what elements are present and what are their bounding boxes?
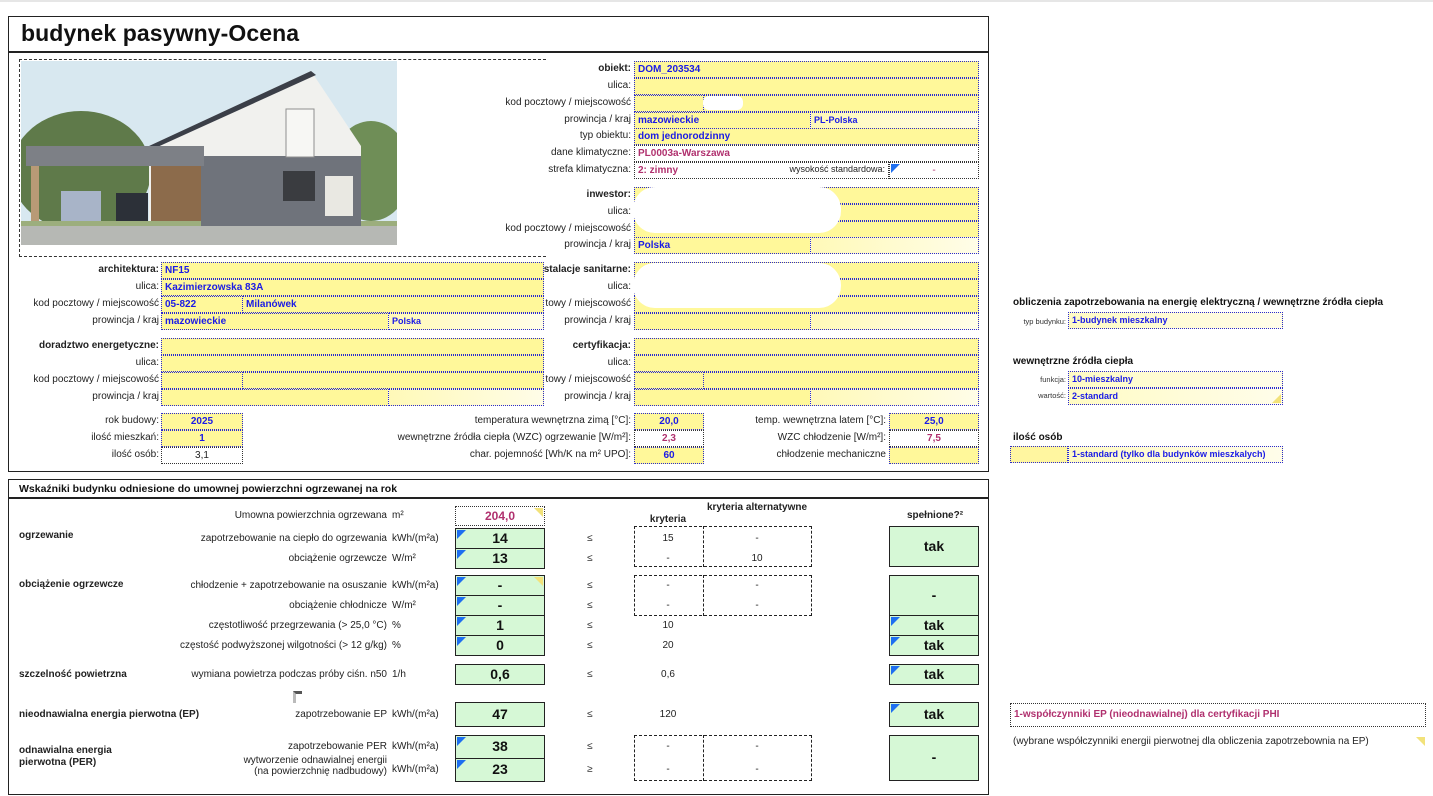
row-value-text: 0,6 [490, 666, 510, 682]
row-criterion: 10 [662, 619, 674, 631]
rok-budowy-input[interactable]: 2025 [161, 413, 243, 430]
row-value [455, 575, 545, 596]
comment-marker-icon [457, 530, 466, 539]
comment-marker-icon [891, 666, 900, 675]
certyfikacja-prowincja-label: prowincja / kraj [564, 391, 631, 402]
comment-marker-icon [457, 550, 466, 559]
row-unit: % [392, 619, 401, 631]
ok-ep [889, 702, 979, 727]
note-marker-icon [1416, 737, 1425, 746]
row-value-text: - [497, 597, 503, 613]
certyfikacja-label: certyfikacja: [572, 340, 631, 351]
inwestor-label: inwestor: [586, 189, 631, 200]
ok-szczelnosc [889, 664, 979, 685]
ep-factors-note: (wybrane współczynniki energii pierwotnej dla obliczenia zapotrzebownia na EP) [1013, 736, 1369, 747]
col-kryteria: kryteria [649, 514, 687, 525]
comment-marker-icon [457, 637, 466, 646]
comment-marker-icon [457, 597, 466, 606]
row-alt-criterion: - [755, 764, 759, 775]
inwestor-ulica-label: ulica: [607, 206, 631, 217]
note-marker-icon [534, 577, 543, 586]
strefa-klimatyczna-label: strefa klimatyczna: [548, 164, 631, 175]
row-value [455, 758, 545, 782]
redacted-area [703, 96, 743, 110]
row-comparison: ≤ [587, 741, 593, 752]
architektura-label: architektura: [98, 264, 159, 275]
row-criterion: - [666, 741, 670, 752]
certyfikacja-miejscowosc-input[interactable] [703, 372, 979, 389]
architektura-ulica-input[interactable]: Kazimierzowska 83A [161, 279, 544, 296]
doradztwo-kod-label: kod pocztowy / miejscowość [33, 374, 159, 385]
row-alt-criterion: - [755, 741, 759, 752]
doradztwo-label: doradztwo energetyczne: [38, 340, 159, 351]
redacted-area [633, 187, 841, 233]
row-unit: kWh/(m²a) [392, 741, 439, 752]
row-unit: W/m² [392, 552, 416, 564]
row-unit: W/m² [392, 599, 416, 611]
obiekt-kod-input[interactable] [634, 95, 704, 112]
certyfikacja-kod-label: towy / miejscowość [545, 374, 631, 385]
ok-wilgotnosc [889, 635, 979, 656]
certyfikacja-kraj-input[interactable] [810, 389, 979, 406]
comment-marker-icon [891, 617, 900, 626]
row-value [455, 528, 545, 549]
certyfikacja-prowincja-input[interactable] [634, 389, 811, 406]
bracket-icon [293, 691, 302, 703]
pojemnosc-input[interactable]: 60 [634, 447, 704, 464]
row-criterion: - [666, 552, 670, 564]
doradztwo-prowincja-input[interactable] [161, 389, 389, 406]
typ-obiektu-select[interactable]: dom jednorodzinny [634, 128, 979, 145]
row-value-text: 13 [492, 550, 508, 566]
row-comparison: ≤ [587, 668, 593, 680]
row-comparison: ≤ [587, 599, 593, 611]
ep-factors-select[interactable]: 1-współczynniki EP (nieodnawialnej) dla certyfikacji PHI [1010, 703, 1426, 727]
row-label: obciążenie chłodnicze [289, 599, 387, 611]
certyfikacja-ulica-label: ulica: [607, 357, 631, 368]
wzc-ogrzewanie-value: 2,3 [634, 430, 704, 447]
row-value-text: 23 [492, 761, 508, 777]
row-alt-criterion: - [755, 579, 759, 591]
row-value [455, 595, 545, 616]
row-label: zapotrzebowanie na ciepło do ogrzewania [200, 532, 387, 544]
ok-szczelnosc-text: tak [923, 666, 945, 682]
comment-marker-icon [457, 760, 466, 769]
architektura-miejscowosc-input[interactable]: Milanówek [242, 296, 544, 313]
sanitarne-kraj-input[interactable] [810, 313, 979, 330]
dane-klimatyczne-label: dane klimatyczne: [550, 147, 631, 158]
wysokosc-value [889, 162, 979, 179]
wartosc-text: 2-standard [1072, 391, 1119, 401]
wartosc-select[interactable] [1068, 388, 1283, 405]
area-value [455, 506, 545, 526]
group-ep: nieodnawialna energia pierwotna (EP) [19, 709, 200, 720]
chlodzenie-mech-label: chłodzenie mechaniczne [776, 449, 886, 460]
doradztwo-prowincja-label: prowincja / kraj [92, 391, 159, 402]
architektura-input[interactable]: NF15 [161, 262, 544, 279]
obiekt-ulica-label: ulica: [607, 80, 631, 91]
obiekt-miejscowosc-input[interactable] [703, 95, 979, 112]
title-divider [9, 51, 988, 53]
architektura-kraj-input[interactable]: Polska [388, 313, 544, 330]
comment-marker-icon [457, 577, 466, 586]
sanitarne-prowincja-input[interactable] [634, 313, 811, 330]
comment-marker-icon [457, 737, 466, 746]
row-value-text: 14 [492, 530, 508, 546]
row-comparison: ≤ [587, 552, 593, 564]
row-criterion: - [666, 579, 670, 591]
indicators-panel [8, 479, 989, 795]
temp-lato-input[interactable]: 25,0 [889, 413, 979, 430]
row-unit: kWh/(m²a) [392, 708, 439, 720]
row-comparison: ≤ [587, 708, 593, 720]
row-label: zapotrzebowanie EP [295, 708, 387, 720]
osob-header: ilość osób [1013, 432, 1063, 443]
obiekt-ulica-input[interactable] [634, 78, 979, 95]
area-value-text: 204,0 [484, 509, 516, 523]
chlodzenie-mech-input[interactable] [889, 447, 979, 464]
instalacje-sanitarne-label: stalacje sanitarne: [543, 264, 631, 275]
obiekt-kod-label: kod pocztowy / miejscowość [505, 97, 631, 108]
ilosc-osob-value: 3,1 [161, 447, 243, 464]
row-value-text: - [497, 577, 503, 593]
row-criterion: 0,6 [661, 668, 675, 680]
redacted-area [633, 263, 841, 308]
row-comparison: ≤ [587, 619, 593, 631]
area-unit: m² [392, 510, 404, 521]
architektura-prowincja-input[interactable]: mazowieckie [161, 313, 389, 330]
row-label-2: (na powierzchnię nadbudowy) [254, 766, 387, 777]
row-value-text: 1 [496, 617, 504, 633]
certyfikacja-ulica-input[interactable] [634, 355, 979, 372]
dane-klimatyczne-value[interactable]: PL0003a-Warszawa [634, 145, 979, 162]
ok-obciazenie: - [889, 575, 979, 616]
sanitarne-kod-label: towy / miejscowość [545, 298, 631, 309]
note-marker-icon [1272, 394, 1281, 403]
temp-zima-input[interactable]: 20,0 [634, 413, 704, 430]
row-comparison: ≤ [587, 532, 593, 544]
row-alt-criterion: - [755, 599, 759, 611]
row-label: wytworzenie odnawialnej energii [243, 755, 387, 766]
architektura-prowincja-label: prowincja / kraj [92, 315, 159, 326]
row-label: zapotrzebowanie PER [288, 741, 387, 752]
row-value-text: 47 [492, 706, 508, 722]
row-alt-criterion: - [755, 532, 759, 544]
row-value-text: 0 [496, 637, 504, 653]
ok-ep-text: tak [923, 706, 945, 722]
funkcja-select[interactable]: 10-mieszkalny [1068, 371, 1283, 388]
ilosc-mieszkan-input[interactable]: 1 [161, 430, 243, 447]
wzc-header: wewnętrzne źródła ciepła [1013, 356, 1134, 367]
comment-marker-icon [891, 704, 900, 713]
comment-marker-icon [891, 164, 900, 173]
row-criterion: 15 [662, 532, 674, 544]
row-alt-criterion: 10 [751, 552, 763, 564]
building-info-panel [8, 16, 989, 472]
elec-header: obliczenia zapotrzebowania na energię elektryczną / wewnętrzne źródła ciepła [1013, 297, 1384, 308]
obiekt-input[interactable]: DOM_203534 [634, 61, 979, 78]
ok-przegrzewanie [889, 615, 979, 636]
architektura-ulica-label: ulica: [135, 281, 159, 292]
inwestor-kod-label: kod pocztowy / miejscowość [505, 223, 631, 234]
architektura-kod-label: kod pocztowy / miejscowość [33, 298, 159, 309]
rok-budowy-label: rok budowy: [105, 415, 159, 426]
window-top-bar [0, 0, 1433, 2]
row-label: chłodzenie + zapotrzebowanie na osuszanie [190, 579, 387, 591]
temp-lato-label: temp. wewnętrzna latem [°C]: [755, 415, 886, 426]
doradztwo-ulica-label: ulica: [135, 357, 159, 368]
wysokosc-text: - [932, 165, 936, 176]
pojemnosc-label: char. pojemność [Wh/K na m² UPO]: [469, 449, 631, 460]
inwestor-kraj-input[interactable]: Polska [634, 237, 811, 254]
row-unit: % [392, 639, 401, 651]
comment-marker-icon [457, 617, 466, 626]
funkcja-label: funkcja: [1040, 375, 1066, 384]
osob-select[interactable]: 1-standard (tylko dla budynków mieszkalych) [1068, 446, 1283, 463]
row-unit: kWh/(m²a) [392, 532, 439, 544]
group-szczelnosc: szczelność powietrzna [19, 669, 127, 680]
wzc-ogrzewanie-label: wewnętrzne źródła ciepła (WZC) ogrzewanie [W/m²]: [397, 432, 631, 443]
wzc-chlodzenie-label: WZC chłodzenie [W/m²]: [777, 432, 886, 443]
row-label: wymiana powietrza podczas próby ciśn. n50 [191, 668, 387, 680]
row-unit: 1/h [392, 668, 406, 680]
row-criterion: - [666, 599, 670, 611]
row-comparison: ≥ [587, 764, 593, 775]
typ-budynku-label: typ budynku: [1023, 317, 1066, 326]
strefa-klimatyczna-value: 2: zimny [634, 162, 889, 179]
inwestor-prowincja-label: prowincja / kraj [564, 239, 631, 250]
comment-marker-icon [891, 637, 900, 646]
row-value [455, 548, 545, 569]
row-criterion: 120 [659, 708, 677, 720]
obiekt-label: obiekt: [598, 63, 631, 74]
ok-przegrzewanie-text: tak [923, 617, 945, 633]
obiekt-kraj-select[interactable]: PL-Polska [810, 112, 979, 129]
obiekt-prowincja-input[interactable]: mazowieckie [634, 112, 811, 129]
building-photo [21, 61, 397, 245]
osob-input[interactable] [1010, 446, 1068, 463]
ok-wilgotnosc-text: tak [923, 637, 945, 653]
inwestor-extra-input[interactable] [810, 237, 979, 254]
indicators-divider [9, 497, 988, 499]
group-obciazenie: obciążenie ogrzewcze [19, 579, 124, 590]
col-kryteria-alt: kryteria alternatywne [706, 502, 808, 513]
sanitarne-prowincja-label: prowincja / kraj [564, 315, 631, 326]
typ-budynku-select[interactable]: 1-budynek mieszkalny [1068, 312, 1283, 329]
row-label: częstotliwość przegrzewania (> 25,0 °C) [208, 619, 387, 631]
ok-ogrzewanie: tak [889, 526, 979, 567]
row-comparison: ≤ [587, 579, 593, 591]
indicators-header: Wskaźniki budynku odniesione do umownej powierzchni ogrzewanej na rok [19, 483, 398, 495]
row-criterion: - [666, 764, 670, 775]
architektura-kod-input[interactable]: 05-822 [161, 296, 243, 313]
sanitarne-ulica-label: ulica: [607, 281, 631, 292]
ok-per: - [889, 735, 979, 781]
typ-obiektu-label: typ obiektu: [579, 130, 631, 141]
row-value [455, 635, 545, 656]
row-label: obciążenie ogrzewcze [288, 552, 387, 564]
ilosc-mieszkan-label: ilość mieszkań: [91, 432, 159, 443]
row-unit: kWh/(m²a) [392, 579, 439, 591]
doradztwo-kod-input[interactable] [161, 372, 243, 389]
col-spelnione: spełnione?² [906, 510, 964, 521]
obiekt-prowincja-label: prowincja / kraj [564, 114, 631, 125]
certyfikacja-kod-input[interactable] [634, 372, 704, 389]
row-value [455, 615, 545, 636]
row-criterion: 20 [662, 639, 674, 651]
page-title: budynek pasywny-Ocena [21, 20, 300, 46]
row-label: częstość podwyższonej wilgotności (> 12 g/kg) [179, 639, 387, 651]
row-value [455, 664, 545, 685]
area-label: Umowna powierzchnia ogrzewana [234, 510, 387, 521]
note-marker-icon [534, 508, 543, 517]
certyfikacja-input[interactable] [634, 338, 979, 355]
wysokosc-label: wysokość standardowa: [789, 164, 885, 174]
temp-zima-label: temperatura wewnętrzna zimą [°C]: [474, 415, 631, 426]
row-value [455, 702, 545, 727]
row-comparison: ≤ [587, 639, 593, 651]
row-value-text: 38 [492, 738, 508, 754]
row-unit: kWh/(m²a) [392, 764, 439, 775]
group-ogrzewanie: ogrzewanie [19, 530, 74, 541]
wartosc-label: wartość: [1038, 391, 1066, 400]
group-per: odnawialna energia pierwotna (PER) [19, 745, 112, 768]
wzc-chlodzenie-value: 7,5 [889, 430, 979, 447]
ilosc-osob-label: ilość osób: [111, 449, 159, 460]
row-value [455, 735, 545, 759]
